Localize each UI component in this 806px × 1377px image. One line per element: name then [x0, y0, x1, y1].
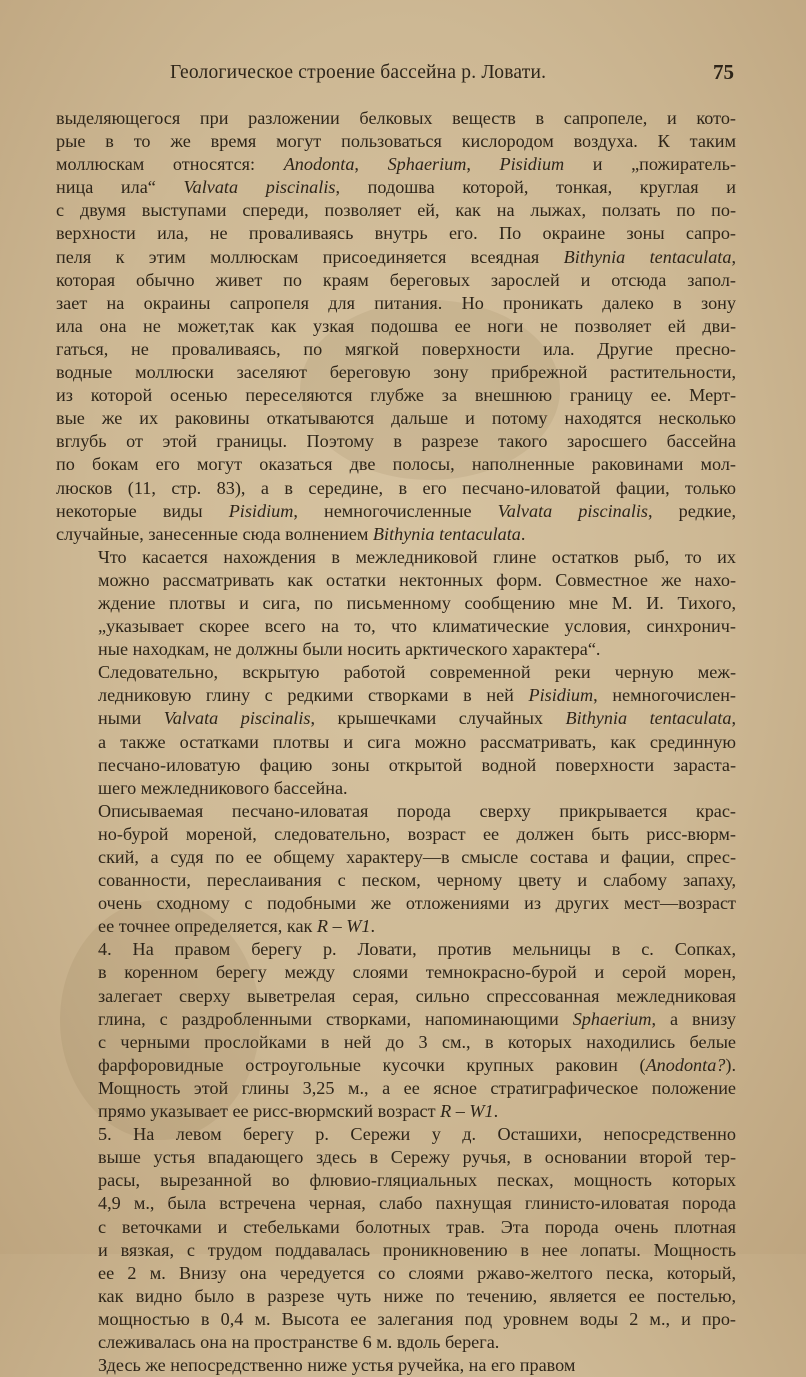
text-line: ледниковую глину с редкими створками в ней Pisidium, немногочислен-: [98, 685, 736, 706]
text-line: с черными прослойками в ней до 3 см., в которых находились белые: [98, 1031, 736, 1052]
paragraph: [56, 1354, 736, 1377]
text-line: можно рассматривать как остатки нектонных форм. Совместное же нахо-: [98, 569, 736, 590]
text-line: ные находкам, не должны были носить арктического характера“.: [98, 639, 601, 660]
text-line: но-бурой мореной, следовательно, возраст ее должен быть рисс-вюрм-: [98, 823, 736, 844]
text-line: ждение плотвы и сига, по письменному сообщению мне М. И. Тихого,: [98, 592, 736, 613]
paragraph: [56, 107, 736, 546]
body-text: [56, 107, 736, 1377]
text-line: Следовательно, вскрытую работой современной реки черную меж-: [98, 662, 736, 683]
text-line: вые же их раковины откатываются дальше и потому находятся несколько: [56, 408, 736, 429]
text-line: по бокам его могут оказаться две полосы, наполненные раковинами мол-: [56, 454, 736, 475]
text-line: Что касается нахождения в межледниковой глине остатков рыб, то их: [98, 546, 736, 567]
text-line: с двумя выступами спереди, позволяет ей, как на лыжах, ползать по по-: [56, 200, 736, 221]
text-line: Мощность этой глины 3,25 м., а ее ясное стратиграфическое положение: [98, 1077, 736, 1098]
text-line: ский, а судя по ее общему характеру—в смысле состава и фации, спрес-: [98, 847, 736, 867]
text-line: ее точнее определяется, как R – W1.: [98, 916, 376, 937]
text-line: мощностью в 0,4 м. Высота ее залегания под уровнем воды 2 м., и про-: [98, 1308, 736, 1329]
text-line: очень сходному с подобными же отложениями из других мест—возраст: [98, 893, 736, 914]
text-line: выше устья впадающего здесь в Сережу ручья, в основании второй тер-: [98, 1147, 736, 1168]
text-line: водные моллюски заселяют береговую зону прибрежной растительности,: [56, 362, 736, 383]
text-line: в коренном берегу между слоями темнокрасно-бурой и серой морен,: [98, 962, 736, 983]
text-line: верхности ила, не проваливаясь внутрь его. По окраине зоны сапро-: [56, 223, 736, 244]
text-line: „указывает скорее всего на то, что климатические условия, синхронич-: [98, 616, 736, 637]
paragraph: [56, 546, 736, 661]
text-line: слеживалась она на пространстве 6 м. вдоль берега.: [98, 1331, 500, 1352]
text-line: и вязкая, с трудом поддавалась проникновению в нее лопаты. Мощность: [98, 1239, 736, 1260]
text-line: выделяющегося при разложении белковых веществ в сапропеле, и кото-: [56, 108, 736, 128]
text-line: с веточками и стебельками болотных трав. Эта порода очень плотная: [98, 1216, 736, 1237]
text-line: зает на окраины сапропеля для питания. Но проникать далеко в зону: [56, 292, 736, 313]
text-line: Здесь же непосредственно ниже устья ручейка, на его правом: [98, 1355, 576, 1376]
text-line: Описываемая песчано-иловатая порода сверху прикрывается крас-: [98, 800, 736, 821]
text-line: а также остатками плотвы и сига можно рассматривать, как срединную: [98, 731, 736, 752]
text-line: сованности, переслаивания с песком, черному цвету и слабому запаху,: [98, 870, 736, 891]
text-line: гаться, не проваливаясь, по мягкой поверхности ила. Другие пресно-: [56, 338, 736, 359]
text-line: песчано-иловатую фацию зоны открытой водной поверхности зараста-: [98, 754, 736, 775]
text-line: как видно было в разрезе чуть ниже по течению, является ее постелью,: [98, 1285, 736, 1306]
text-line: ница ила“ Valvata piscinalis, подошва которой, тонкая, круглая и: [56, 177, 736, 198]
text-line: вглубь от этой границы. Поэтому в разрезе такого заросшего бассейна: [56, 431, 736, 452]
text-line: рые в то же время могут пользоваться кислородом воздуха. К таким: [56, 131, 736, 152]
text-line: фарфоровидные остроугольные кусочки крупных раковин (Anodonta?).: [98, 1054, 736, 1075]
text-line: из которой осенью переселяются глубже за внешнюю границу ее. Мерт-: [56, 385, 736, 406]
text-line: шего межледникового бассейна.: [98, 777, 348, 798]
text-line: глина, с раздробленными створками, напоминающими Sphaerium, а внизу: [98, 1008, 736, 1029]
page-header: [58, 62, 734, 88]
page-number: 75: [713, 60, 734, 84]
text-line: ными Valvata piscinalis, крышечками случайных Bithynia tentaculata,: [98, 708, 736, 729]
text-line: некоторые виды Pisidium, немногочисленные Valvata piscinalis, редкие,: [56, 500, 736, 521]
text-line: 4,9 м., была встречена черная, слабо пахнущая глинисто-иловатая порода: [98, 1193, 736, 1214]
running-title: Геологическое строение бассейна р. Ловати.: [170, 62, 547, 83]
paragraph: [56, 800, 736, 939]
text-line: залегает сверху выветрелая серая, сильно спрессованная межледниковая: [98, 985, 736, 1006]
text-line: расы, вырезанной во флювио-гляциальных песках, мощность которых: [98, 1170, 736, 1191]
text-line: которая обычно живет по краям береговых зарослей и отсюда запол-: [56, 269, 736, 290]
text-line: пеля к этим моллюскам присоединяется всеядная Bithynia tentaculata,: [56, 246, 736, 267]
paragraph: [56, 661, 736, 800]
text-line: ила она не может,так как узкая подошва ее ноги не позволяет ей дви-: [56, 315, 736, 336]
text-line: прямо указывает ее рисс-вюрмский возраст R – W1.: [98, 1101, 499, 1122]
text-line: 5. На левом берегу р. Сережи у д. Осташихи, непосредственно: [98, 1124, 736, 1145]
text-line: люсков (11, стр. 83), а в середине, в его песчано-иловатой фации, только: [56, 477, 736, 498]
text-line: 4. На правом берегу р. Ловати, против мельницы в с. Сопках,: [98, 939, 736, 960]
text-line: ее 2 м. Внизу она чередуется со слоями ржаво-желтого песка, который,: [98, 1262, 736, 1283]
paragraph: [56, 938, 736, 1123]
text-line: моллюскам относятся: Anodonta, Sphaerium, Pisidium и „пожиратель-: [56, 154, 736, 175]
paragraph: [56, 1123, 736, 1354]
text-line: случайные, занесенные сюда волнением Bithynia tentaculata.: [56, 523, 526, 544]
